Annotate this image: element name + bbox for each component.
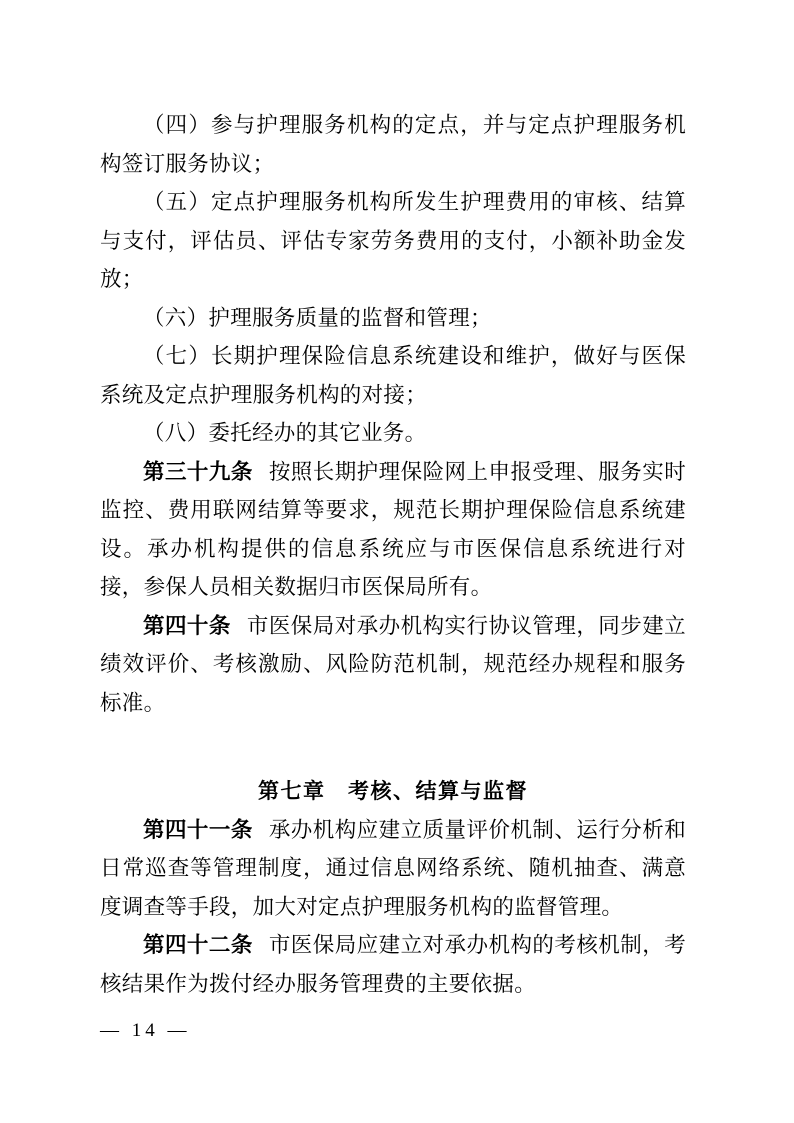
- article-40-text: 市医保局对承办机构实行协议管理，同步建立绩效评价、考核激励、风险防范机制，规范经办规程和服务标准。: [100, 613, 686, 715]
- chapter-7-heading: 第七章 考核、结算与监督: [258, 779, 528, 803]
- clause-item-4: （四）参与护理服务机构的定点，并与定点护理服务机构签订服务协议；: [100, 113, 686, 176]
- article-42-text: 市医保局应建立对承办机构的考核机制，考核结果作为拨付经办服务管理费的主要依据。: [100, 933, 686, 996]
- article-42-number: 第四十二条: [143, 933, 253, 957]
- article-42: [100, 926, 686, 1003]
- article-39-text: 按照长期护理保险网上申报受理、服务实时监控、费用联网结算等要求，规范长期护理保险信息系统建设。承办机构提供的信息系统应与市医保信息系统进行对接，参保人员相关数据归市医保局所有。: [100, 459, 686, 599]
- article-39: [100, 453, 686, 607]
- clause-item-8: （八）委托经办的其它业务。: [143, 421, 427, 445]
- article-40: [100, 607, 686, 723]
- article-41: [100, 811, 686, 927]
- article-41-number: 第四十一条: [143, 817, 253, 842]
- article-40-number: 第四十条: [143, 613, 231, 638]
- clause-item-7: （七）长期护理保险信息系统建设和维护，做好与医保系统及定点护理服务机构的对接；: [100, 344, 686, 407]
- article-39-number: 第三十九条: [143, 459, 253, 484]
- clause-item-6: （六）护理服务质量的监督和管理；: [143, 305, 492, 330]
- document-body: [100, 106, 686, 1003]
- article-41-text: 承办机构应建立质量评价机制、运行分析和日常巡查等管理制度，通过信息网络系统、随机抽查、满意度调查等手段，加大对定点护理服务机构的监督管理。: [100, 817, 686, 919]
- clause-item-5: （五）定点护理服务机构所发生护理费用的审核、结算与支付，评估员、评估专家劳务费用的支付，小额补助金发放；: [100, 190, 686, 291]
- page-number: — 14 —: [100, 1020, 191, 1041]
